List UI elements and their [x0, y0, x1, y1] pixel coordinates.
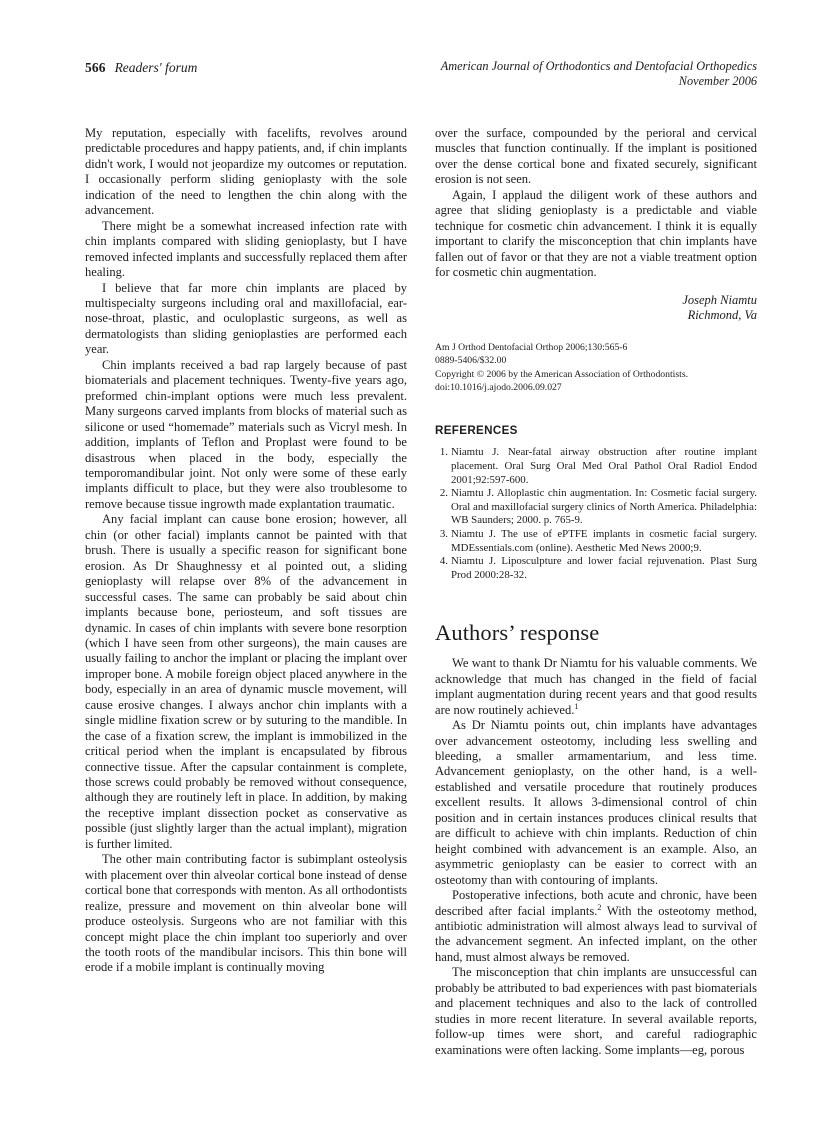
- reference-item: Niamtu J. Near-fatal airway obstruction after routine implant placement. Oral Surg Oral Med Oral Pathol Oral Radiol Endod 2001;92:597-600.: [451, 446, 757, 486]
- author-name: Joseph Niamtu: [682, 292, 757, 307]
- paragraph: There might be a somewhat increased infection rate with chin implants compared with sliding genioplasty, but I have removed infected implants and successfully replaced them after healing.: [85, 218, 407, 280]
- references-heading: REFERENCES: [435, 424, 518, 438]
- paragraph: Chin implants received a bad rap largely because of past biomaterials and placement techniques. Twenty-five years ago, preformed chin-implant options were much less prevalent. Many surgeons carved implants from blocks of material such as silicone or used “homemade” materials such as Vicryl mesh. In addition, implants of Teflon and Proplast were found to be disastrous when placed in the body, especially the temporomandibular joint. Not only were some of these early implants difficult to place, but they were also troublesome to remove because tissue ingrowth made explantation traumatic.: [85, 357, 407, 511]
- journal-title: American Journal of Orthodontics and Dentofacial Orthopedics: [440, 59, 757, 73]
- section-title: Readers' forum: [114, 60, 198, 75]
- running-head: [85, 59, 757, 103]
- paragraph: [435, 965, 757, 1058]
- author-location: Richmond, Va: [687, 308, 757, 323]
- paragraph: over the surface, compounded by the perioral and cervical muscles that function continually. If the implant is positioned over the dense cortical bone and fixated securely, significant erosion is not seen.: [435, 126, 757, 187]
- paragraph-text: We want to thank Dr Niamtu for his valuable comments. We acknowledge that much has changed in the field of facial implant augmentation during recent years and that good results are now routinely achieved.: [435, 656, 757, 717]
- paragraph: Any facial implant can cause bone erosion; however, all chin (or other facial) implants cannot be painted with that brush. There is usually a specific reason for significant bone erosion. As Dr Shaughnessy et al pointed out, a sliding genioplasty will relapse over 8% of the advancement in successful cases. The same can probably be said about chin implants because bone, periosteum, and soft tissues are dynamic. In cases of chin implants with severe bone resorption (which I have seen from other surgeons), the main causes are usually failing to anchor the implant or placing the implant over improper bone. A mobile foreign object placed anywhere in the body, especially in an area of dynamic muscle movement, will cause erosive changes. I always anchor chin implants with a single midline fixation screw or by suturing to the mandible. In the case of a fixation screw, the implant is immobilized in the critical period when the implant is encapsulated by fibrous connective tissue. After the capsular containment is complete, those screws could probably be removed without consequence, although they are routinely left in place. In addition, by making the receptive implant dissection pocket as conservative as possible (just slightly larger than the actual implant), migration is further limited.: [85, 512, 407, 851]
- paragraph: Again, I applaud the diligent work of these authors and agree that sliding genioplasty is a predictable and viable technique for cosmetic chin advancement. I think it is equally important to clarify the misconception that chin implants have fallen out of favor or that they are not a viable treatment option for cosmetic chin augmentation.: [435, 187, 757, 280]
- reference-superscript: 1: [574, 701, 579, 711]
- issue-date: November 2006: [678, 74, 757, 89]
- paragraph-text: The misconception that chin implants are unsuccessful can probably be attributed to bad experiences with past biomaterials and placement techniques and also to the lack of controlled studies in more recent literature. In several available reports, follow-up times were short, and careful radiographic examinations were often lacking. Some implants—eg, porous: [435, 965, 757, 1057]
- article-copyright: Copyright © 2006 by the American Association of Orthodontists.: [435, 368, 689, 380]
- paragraph: The other main contributing factor is subimplant osteolysis with placement over thin alveolar cortical bone instead of dense cortical bone that corresponds with menton. As all orthodontists realize, pressure and movement on thin alveolar bone will produce osteolysis. Surgeons who are not familiar with this concept might place the chin implant too superiorly and over the tooth roots of the mandibular incisors. This thin bone will erode if a mobile implant is continually moving: [85, 852, 407, 975]
- article-doi: doi:10.1016/j.ajodo.2006.09.027: [435, 381, 562, 393]
- paragraph: My reputation, especially with facelifts, revolves around predictable procedures and happy patients, and, if chin implants didn't work, I would not jeopardize my outcomes or reputation. I occasionally perform sliding genioplasty with the sole indication of the need to lengthen the chin along with the advancement.: [85, 126, 407, 218]
- article-citation: Am J Orthod Dentofacial Orthop 2006;130:565-6: [435, 341, 628, 353]
- paragraph: [435, 888, 757, 965]
- paragraph-text: Postoperative infections, both acute and chronic, have been described after facial implants.: [435, 888, 757, 918]
- authors-response-heading: Authors’ response: [435, 620, 600, 646]
- article-info-block: [435, 341, 757, 395]
- signature-block: [435, 293, 757, 324]
- article-issn-price: 0889-5406/$32.00: [435, 355, 507, 367]
- running-head-right: [441, 59, 757, 90]
- running-head-left: [85, 59, 197, 77]
- page-number: 566: [85, 60, 106, 75]
- paragraph: [435, 656, 757, 718]
- paragraph-text: As Dr Niamtu points out, chin implants have advantages over advancement osteotomy, including less swelling and bleeding, a smaller armamentarium, and less time. Advancement genioplasty, on the other hand, is a well-established and versatile procedure that routinely produces excellent results. It allows 3-dimensional control of chin position and in certain instances produces clinical results that are difficult to achieve with chin implants. Reduction of chin height combined with advancement is an example. Also, an asymmetric genioplasty can be easier to correct with an osteotomy than with contouring of implants.: [435, 718, 757, 887]
- references-list: [435, 446, 757, 582]
- paragraph: I believe that far more chin implants are placed by multispecialty surgeons including oral and maxillofacial, ear-nose-throat, plastic, and oculoplastic surgeons, as well as dermatologists than sliding genioplasties are performed each year.: [85, 280, 407, 357]
- right-column: [435, 126, 757, 1058]
- reference-item: Niamtu J. The use of ePTFE implants in cosmetic facial surgery. MDEssentials.com (online). Aesthetic Med News 2000;9.: [451, 527, 757, 554]
- paragraph: [435, 718, 757, 888]
- left-column: [85, 126, 407, 976]
- paragraph-text-cont: With the osteotomy method, antibiotic administration will almost always lead to survival of the advancement segment. An infected implant, on the other hand, must almost always be removed.: [435, 903, 757, 964]
- reference-item: Niamtu J. Liposculpture and lower facial rejuvenation. Plast Surg Prod 2000:28-32.: [451, 555, 757, 581]
- reference-superscript: 2: [597, 902, 602, 912]
- reference-item: Niamtu J. Alloplastic chin augmentation. In: Cosmetic facial surgery. Oral and maxillofacial surgery clinics of North America. Philadelphia: WB Saunders; 2000. p. 765-9.: [451, 487, 757, 527]
